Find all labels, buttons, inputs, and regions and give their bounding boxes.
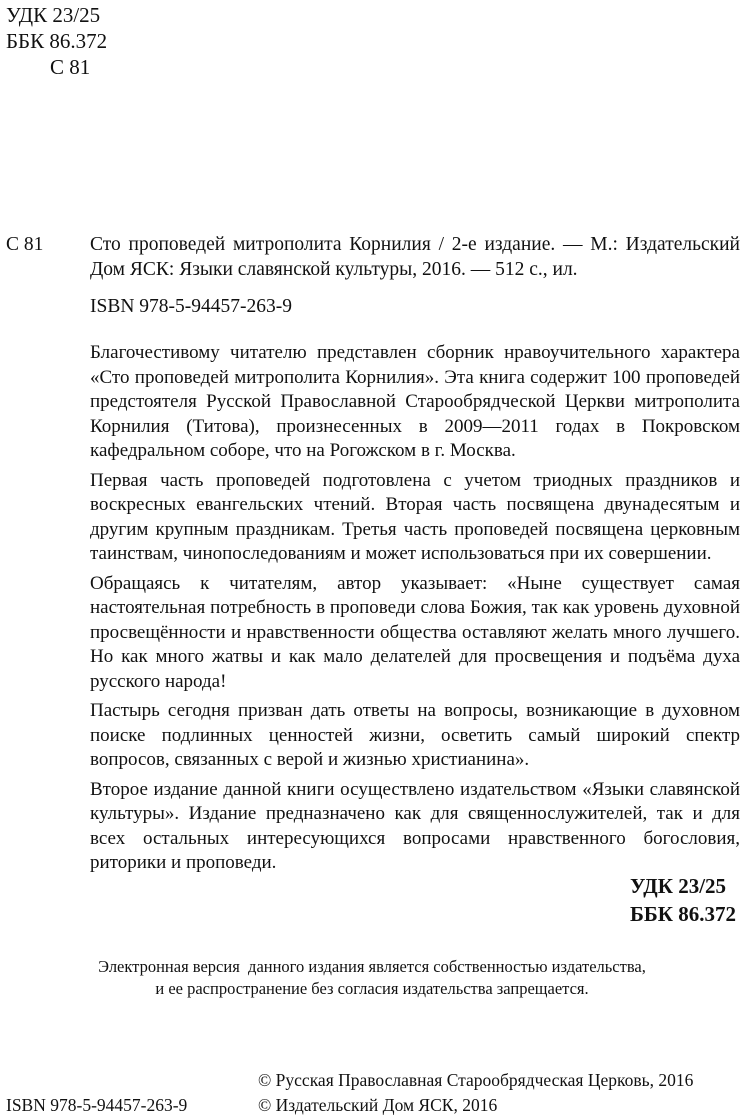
catalog-isbn: ISBN 978-5-94457-263-9 bbox=[90, 296, 293, 317]
abstract-paragraph: Обращаясь к читателям, автор указывает: «Ныне существует самая настоятельная потребность в проповеди слова Божия, так как уровень духовной просвещённости и нравственности общества оставляют желать много лучшего. Но как много жатвы и как мало делателей для просвещения и подъёма духа русского народа! bbox=[90, 572, 740, 692]
udk-code: УДК 23/25 bbox=[6, 3, 101, 27]
copyright-line: © Русская Православная Старообрядческая Церковь, 2016 bbox=[258, 1070, 694, 1090]
catalog-record bbox=[6, 232, 740, 319]
abstract-paragraph: Благочестивому читателю представлен сборник нравоучительного характера «Сто проповедей митрополита Корнилия». Эта книга содержит 100 проповедей предстоятеля Русской Православной Старообрядческой Церкви митрополита Корнилия (Титова), произнесенных в 2009—2011 годах в Покровском кафедральном соборе, что на Рогожском в г. Москва. bbox=[90, 342, 740, 461]
abstract-paragraph: Второе издание данной книги осуществлено издательством «Языки славянской культуры». Издание предназначено как для священнослужителей, так и для всех остальных интересующихся вопросами нравственного богословия, риторики и проповеди. bbox=[90, 778, 740, 873]
footer-isbn: ISBN 978-5-94457-263-9 bbox=[6, 1095, 188, 1115]
notice-line: и ее распространение без согласия издательства запрещается. bbox=[155, 979, 589, 998]
catalog-author-mark: С 81 bbox=[6, 234, 44, 255]
copyright-block bbox=[258, 1068, 693, 1118]
bottom-classification-codes bbox=[630, 872, 736, 928]
author-mark: С 81 bbox=[50, 55, 91, 79]
bbk-code: ББК 86.372 bbox=[6, 29, 108, 53]
header-classification-codes bbox=[6, 2, 107, 80]
copyright-line: © Издательский Дом ЯСК, 2016 bbox=[258, 1095, 498, 1115]
udk-code-bottom: УДК 23/25 bbox=[630, 874, 727, 898]
copyright-notice bbox=[0, 956, 744, 1000]
abstract bbox=[90, 341, 740, 876]
bbk-code-bottom: ББК 86.372 bbox=[630, 902, 736, 926]
catalog-entry: Сто проповедей митрополита Корнилия / 2-е издание. — М.: Издательский Дом ЯСК: Языки славянской культуры, 2016. — 512 с., ил. bbox=[90, 234, 740, 280]
abstract-paragraph: Пастырь сегодня призван дать ответы на вопросы, возникающие в духовном поиске подлинных ценностей жизни, осветить самый широкий спектр вопросов, связанных с верой и жизнью христианина». bbox=[90, 700, 740, 770]
abstract-paragraph: Первая часть проповедей подготовлена с учетом триодных праздников и воскресных евангельских чтений. Вторая часть посвящена двунадесятым и другим крупным праздникам. Третья часть проповедей посвящена церковным таинствам, чинопоследованиям и может использоваться при их совершении. bbox=[90, 469, 740, 564]
notice-line: Электронная версия данного издания является собственностью издательства, bbox=[98, 957, 646, 976]
